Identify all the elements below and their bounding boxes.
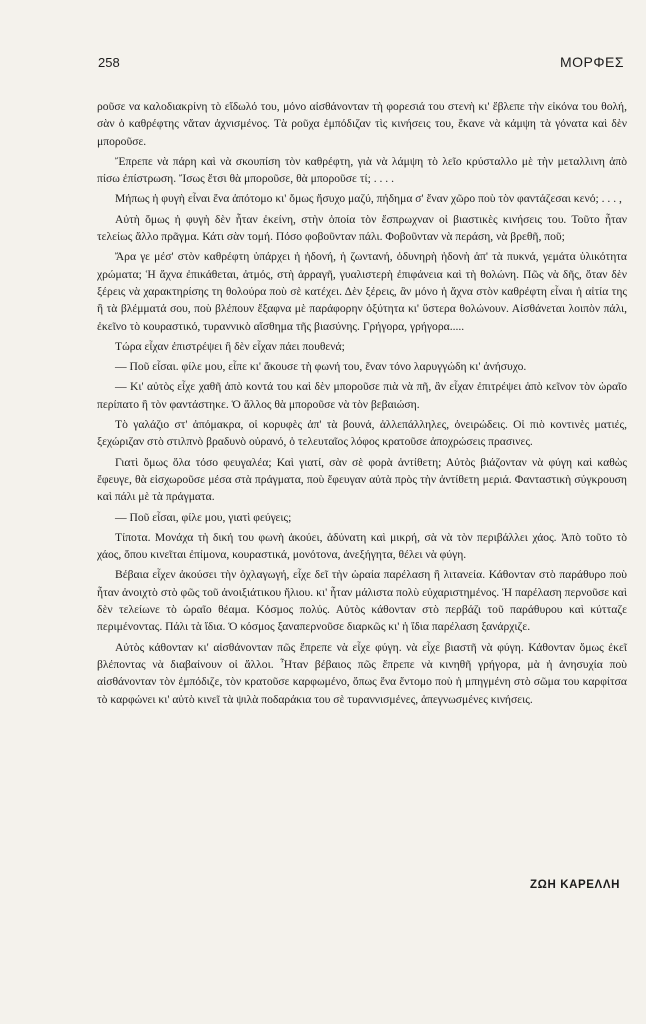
paragraph-2: Ἔπρεπε νὰ πάρη καὶ νὰ σκουπίση τὸν καθρέφτη, γιὰ νὰ λάμψη τὸ λεῖο κρύσταλλο μὲ τὴν μεταλλινη ἀπὸ πίσω ἐπίστρωση. Ἴσως ἔτσι θὰ μποροῦσε, θὰ μποροῦσε τί; . . . .: [97, 154, 627, 186]
paragraph-13: Βέβαια εἶχεν ἀκούσει τὴν ὀχλαγωγή, εἶχε δεῖ τὴν ὡραία παρέλαση ἢ λιτανεία. Κάθονταν στὸ παράθυρο ποὺ ἦταν ἀνοιχτὸ στὸ φῶς τοῦ ἀνοιξιάτικου ἥλιου. κι' ἦταν μάλιστα πολὺ εὐχαριστημένος. Ἡ παρέλαση περνοῦσε καὶ δὲν τελείωνε τὸ ὡραῖο θέαμα. Κόσμος πολύς. Αὐτὸς κάθονταν στὸ περβάζι τοῦ παράθυρου καὶ κύτταζε περιμένοντας. Πάλι τὰ ἴδια. Ὁ κόσμος ξαναπερνοῦσε διαρκῶς κι' ἡ ἴδια παρέλαση ξανάρχιζε.: [97, 568, 627, 634]
paragraph-10: Γιατὶ ὅμως ὅλα τόσο φευγαλέα; Καὶ γιατί, σὰν σὲ φορὰ ἀντίθετη; Αὐτὸς βιάζονταν νὰ φύγη καὶ καθὼς ἔφευγε, θὰ εἰσχωροῦσε μέσα στὰ πράγματα, ποὺ ἔφευγαν αὐτὰ πρὸς τὴν ἀντίθετη μεριά. Φανταστικὴ σύγκρουση καὶ πάλι μὲ τὰ πράγματα.: [97, 455, 627, 504]
paragraph-4: Αὐτὴ ὅμως ἡ φυγὴ δὲν ἦταν ἐκείνη, στὴν ὁποία τὸν ἔσπρωχναν οἱ βιαστικὲς κινήσεις του. Τοῦτο ἦταν τελείως ἄλλο πρᾶγμα. Κάτι σὰν τομή. Πόσο φοβοῦνταν πάλι. Φοβοῦνταν νὰ περάση, νὰ βρεθῆ, ποῦ;: [97, 212, 627, 244]
paragraph-11: — Ποῦ εἶσαι, φίλε μου, γιατὶ φεύγεις;: [115, 510, 292, 524]
paragraph-14: Αὐτὸς κάθονταν κι' αἰσθάνονταν πῶς ἔπρεπε νὰ εἶχε φύγη. νὰ εἶχε βιαστῆ νὰ φύγη. Κάθονταν ὅμως ἐκεῖ βλέποντας νὰ διαβαίνουν οἱ ἄλλοι. Ἦταν βέβαιος πῶς ἔπρεπε νὰ κινηθῆ γρήγορα, μὰ ἡ ἀνησυχία ποὺ αἰσθάνονταν τὸν ἐμπόδιζε, τὸν κρατοῦσε καρφωμένο, ὅπως ἕνα ἔντομο ποὺ ἡ μπηγμένη στὸ σῶμα του καρφίτσα τὸ καρφώνει κι' αὐτὸ κινεῖ τὰ ψιλὰ ποδαράκια του σὲ τυραννισμένες, ἀπεγνωσμένες κινήσεις.: [97, 640, 627, 706]
paragraph-7: — Ποῦ εἶσαι. φίλε μου, εἶπε κι' ἄκουσε τὴ φωνή του, ἕναν τόνο λαρυγγώδη κι' ἀνήσυχο.: [115, 360, 527, 374]
paragraph-9: Τὸ γαλάζιο στ' ἀπόμακρα, οἱ κορυφὲς ἀπ' τὰ βουνά, ἀλλεπάλληλες, ὀνειρώδεις. Οἱ πιὸ κοντινὲς ματιές, ξεχώριζαν στὸ στιλπνὸ βραδυνὸ οὐρανό, ὁ τελευταῖος λόφος κρατοῦσε ἀποχρώσεις πρασινες.: [97, 418, 627, 449]
paragraph-3: Μήπως ἡ φυγὴ εἶναι ἕνα ἀπότομο κι' ὅμως ἥσυχο μαζύ, πήδημα σ' ἕναν χῶρο ποὺ τὸν φαντάζεσαι κενό; . . . ,: [115, 192, 622, 206]
author-signature: ΖΩΗ ΚΑΡΕΛΛΗ: [530, 879, 620, 891]
paragraph-1: ροῦσε να καλοδιακρίνη τὸ εἴδωλό του, μόνο αἰσθάνονταν τὴ φορεσιά του στενὴ κι' ἔβλεπε τὴν εἰκόνα του θολή, σὰν ὁ καθρέφτης νἄταν ἀχνισμένος. Τὰ ροῦχα ἐμπόδιζαν τὶς κινήσεις του, ἔκανε νὰ κάμψη τὰ γόνατα καὶ δὲν μποροῦσε.: [97, 100, 627, 148]
journal-title: ΜΟΡΦΕΣ: [559, 54, 624, 70]
paragraph-5: Ἄρα γε μέσ' στὸν καθρέφτη ὑπάρχει ἡ ἡδονή, ἡ ζωντανή, ὀδυνηρὴ ἡδονὴ ἀπ' τὰ πυκνά, γεμάτα ὑλικότητα χρώματα; Ἡ ἄχνα ἐπικάθεται, ἀτμός, στὴ ἀρραγῆ, γυαλιστερὴ ἐπιφάνεια καὶ τὴ θολώνη. Πῶς νὰ δῆς, ὅταν δὲν ξέρεις νὰ χαρακτηρίσης τη θολούρα ποὺ σὲ κατέχει. Δὲν ξέρεις, ἂν μόνο ἡ ἄχνα στὸν καθρέφτη εἶναι ἡ αἰτία της ἢ τὰ βλέμματά σου, ποὺ βλέπουν ἔξαφνα μὲ παράφορην ὀξύτητα κι' ὕστερα θολώνουν. Αἰσθάνεται λοιπὸν πάλι, ἐκεῖνο τὸ κουραστικό, τυραννικὸ αἴσθημα τῆς βιασύνης. Γρήγορα, γρήγορα.....: [97, 250, 627, 333]
page-header: [98, 54, 624, 74]
page-number: 258: [98, 55, 120, 70]
story-body: [97, 98, 627, 711]
paragraph-8: — Κι' αὐτὸς εἶχε χαθῆ ἀπὸ κοντά του καὶ δὲν μποροῦσε πιὰ νὰ πῆ, ἂν εἶχαν ἐπιτρέψει ἀπὸ κεῖνον τὸν ὡραῖο περίπατο ἢ τὸν φαντάστηκε. Ὁ ἄλλος θὰ μποροῦσε νὰ τὸν βεβαιώση.: [97, 380, 627, 411]
paragraph-12: Τίποτα. Μονάχα τὴ δική του φωνὴ ἀκούει, ἀδύνατη καὶ μικρή, σὰ νὰ τὸν περιβάλλει χάος. Ἀπὸ τοῦτο τὸ χάος, ὅπου κινεῖται ἐπίμονα, κουραστικά, μονότονα, ἀνεξήγητα, θέλει νὰ φύγη.: [97, 530, 627, 562]
paragraph-6: Τώρα εἶχαν ἐπιστρέψει ἢ δὲν εἶχαν πάει πουθενά;: [115, 339, 345, 353]
